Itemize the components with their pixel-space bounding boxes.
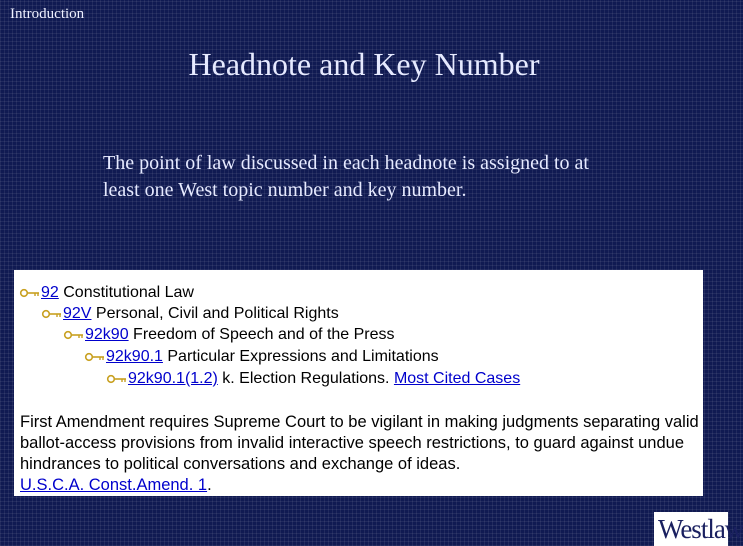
- citation-link[interactable]: U.S.C.A. Const.Amend. 1: [20, 476, 208, 494]
- headnote-text: First Amendment requires Supreme Court to be vigilant in making judgments separating valid ballot-access provisions from invalid interactive speech restrictions, to guard against undue hindrances to political conversations and exchange of ideas.: [20, 413, 699, 473]
- key-icon: [20, 288, 40, 298]
- key-description: Personal, Civil and Political Rights: [91, 305, 339, 322]
- key-row-election: [107, 369, 520, 389]
- key-number-link[interactable]: 92k90: [85, 326, 129, 343]
- key-icon: [64, 330, 84, 340]
- headnote-panel: [14, 270, 703, 496]
- key-description: Freedom of Speech and of the Press: [128, 326, 395, 343]
- westlaw-logo: Westlaw: [654, 512, 728, 546]
- key-description: Particular Expressions and Limitations: [162, 348, 439, 365]
- key-description: k. Election Regulations.: [217, 370, 394, 387]
- key-icon: [107, 374, 127, 384]
- slide-body-text: The point of law discussed in each headnote is assigned to at least one West topic number and key number.: [103, 152, 589, 201]
- key-row-topic: [20, 283, 194, 303]
- section-label: Introduction: [10, 6, 85, 22]
- key-icon: [42, 309, 62, 319]
- key-number-link[interactable]: 92V: [63, 305, 92, 322]
- key-number-link[interactable]: 92k90.1: [106, 348, 163, 365]
- key-row-subkey: [85, 347, 439, 367]
- most-cited-cases-link[interactable]: Most Cited Cases: [393, 370, 521, 387]
- key-icon: [85, 352, 105, 362]
- key-number-link[interactable]: 92k90.1(1.2): [128, 370, 218, 387]
- slide-title: Headnote and Key Number: [188, 46, 540, 82]
- key-row-subtopic: [42, 304, 339, 324]
- key-row-key: [64, 325, 395, 345]
- citation-suffix: .: [207, 476, 212, 494]
- key-number-link[interactable]: 92: [41, 284, 59, 301]
- key-description: Constitutional Law: [58, 284, 194, 301]
- headnote-paragraph: [20, 412, 700, 496]
